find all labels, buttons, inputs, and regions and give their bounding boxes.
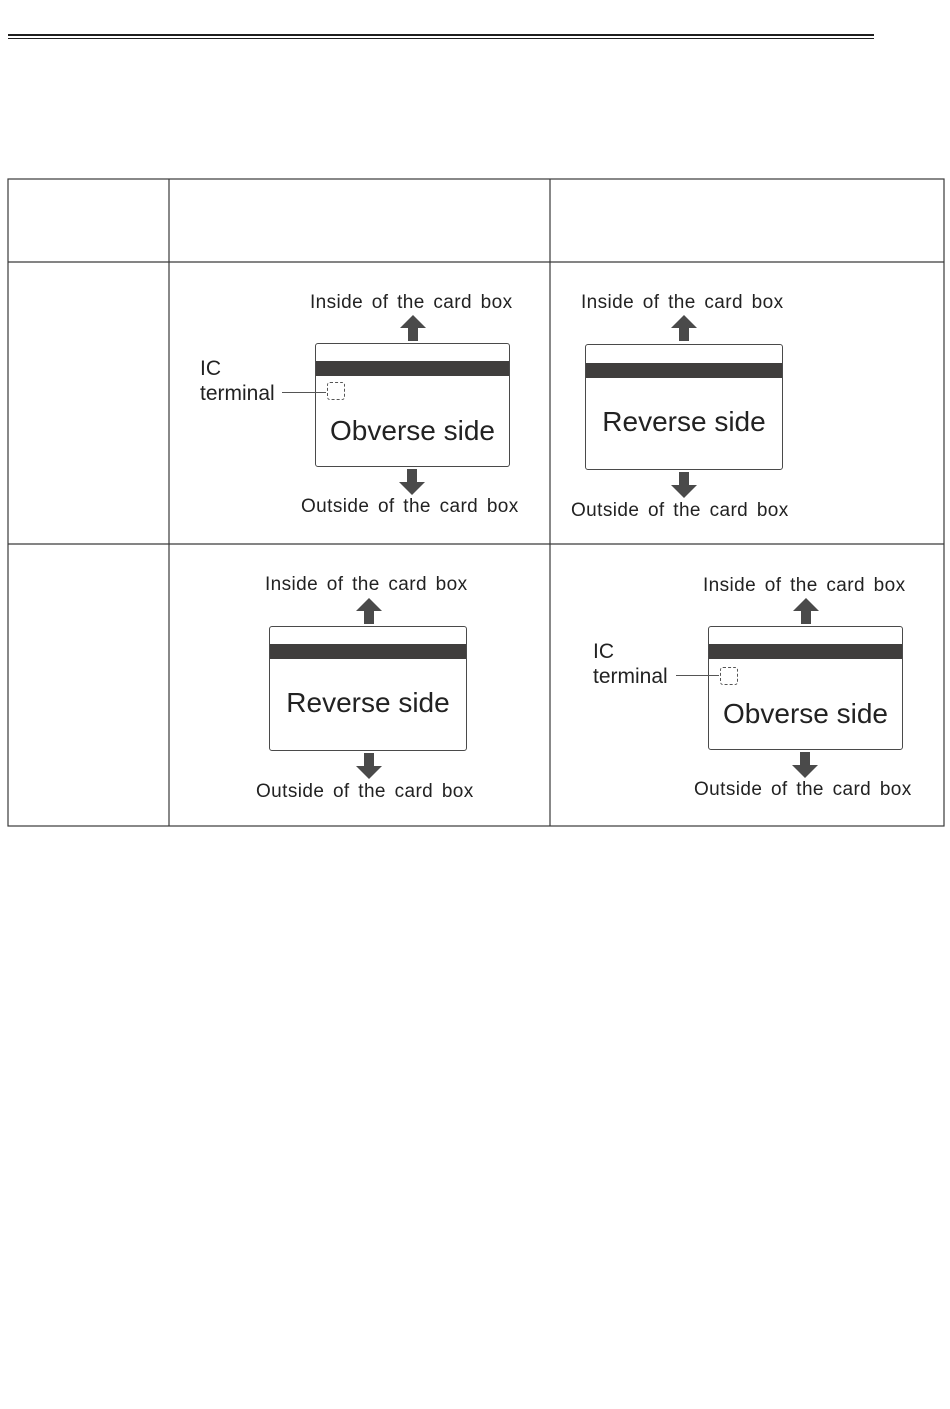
arrow-up-icon: [355, 598, 383, 624]
card-reverse: [585, 344, 783, 470]
arrow-down-icon: [791, 752, 819, 778]
inside-label: Inside of the card box: [310, 292, 513, 313]
card-obverse: [315, 343, 510, 467]
outside-label: Outside of the card box: [256, 781, 474, 802]
magnetic-stripe: [270, 644, 466, 659]
magnetic-stripe: [709, 644, 902, 659]
magnetic-stripe: [316, 361, 509, 376]
arrow-up-icon: [670, 315, 698, 341]
card-side-label: Reverse side: [602, 406, 766, 437]
terminal-label: terminal: [200, 382, 275, 405]
ic-label: IC: [200, 357, 221, 380]
magnetic-stripe: [586, 363, 782, 378]
ic-leader-line: [676, 675, 719, 676]
ic-label: IC: [593, 640, 614, 663]
row1-label-cell: [8, 262, 169, 544]
card-side-label: Obverse side: [330, 415, 495, 446]
ic-chip-icon: [720, 667, 738, 685]
card-side-label: Obverse side: [723, 698, 888, 729]
card-reverse: [269, 626, 467, 751]
inside-label: Inside of the card box: [265, 574, 468, 595]
ic-leader-line: [282, 392, 326, 393]
ic-chip-icon: [327, 382, 345, 400]
outside-label: Outside of the card box: [301, 496, 519, 517]
terminal-label: terminal: [593, 665, 668, 688]
arrow-down-icon: [355, 753, 383, 779]
outside-label: Outside of the card box: [571, 500, 789, 521]
arrow-down-icon: [670, 472, 698, 498]
row2-label-cell: [8, 544, 169, 826]
arrow-down-icon: [398, 469, 426, 495]
card-side-label: Reverse side: [286, 687, 450, 718]
outside-label: Outside of the card box: [694, 779, 912, 800]
header-cell-2: [169, 179, 550, 262]
inside-label: Inside of the card box: [581, 292, 784, 313]
arrow-up-icon: [399, 315, 427, 341]
inside-label: Inside of the card box: [703, 575, 906, 596]
arrow-up-icon: [792, 598, 820, 624]
header-cell-3: [550, 179, 944, 262]
card-obverse: [708, 626, 903, 750]
header-cell-1: [8, 179, 169, 262]
